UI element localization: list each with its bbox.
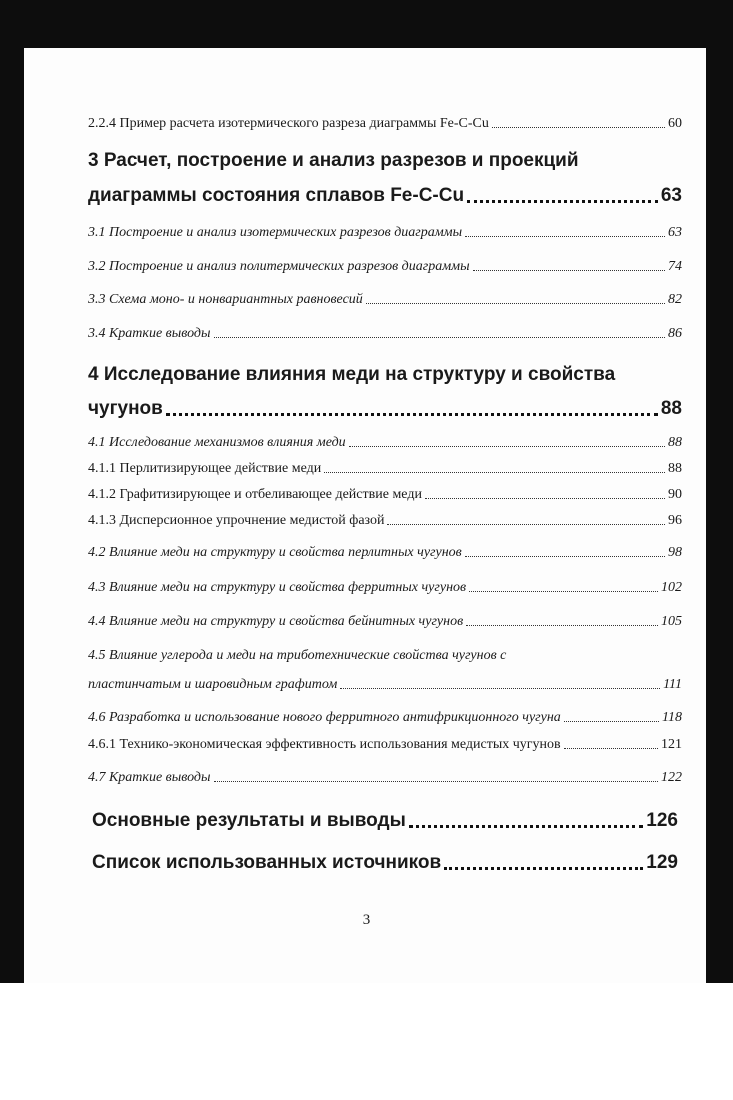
toc-entry-4-4	[88, 614, 682, 630]
toc-entry-page: 122	[661, 770, 682, 785]
toc-entry-page: 118	[662, 710, 682, 725]
toc-entry-page: 98	[668, 545, 682, 560]
toc-entry-page: 105	[661, 614, 682, 629]
page-number: 3	[362, 912, 371, 928]
leader-dots	[340, 688, 660, 689]
toc-entry-4-6	[88, 710, 682, 726]
toc-entry-3-4	[88, 326, 682, 342]
toc-entry-3-3	[88, 292, 682, 308]
toc-entry-title: пластинчатым и шаровидным графитом	[88, 677, 338, 692]
toc-entry-page: 60	[668, 116, 682, 131]
toc-entry-page: 126	[646, 810, 678, 831]
toc-entry-title: 4.2 Влияние меди на структуру и свойства перлитных чугунов	[88, 545, 462, 560]
scan-border-left	[0, 0, 24, 983]
toc-entry-2-2-4	[88, 116, 682, 132]
leader-dots	[492, 127, 665, 128]
toc-entry-page: 111	[663, 677, 682, 692]
toc-entry-page: 96	[668, 513, 682, 528]
leader-dots	[467, 200, 658, 203]
toc-entry-results	[92, 810, 678, 832]
toc-entry-4-1-2	[88, 487, 682, 503]
toc-entry-title: 3.4 Краткие выводы	[88, 326, 211, 341]
toc-entry-title: 4.3 Влияние меди на структуру и свойства ферритных чугунов	[88, 580, 467, 595]
toc-entry-3-2	[88, 259, 682, 275]
leader-dots	[366, 303, 665, 304]
toc-entry-page: 63	[660, 185, 682, 206]
toc-entry-title: 3.1 Построение и анализ изотермических разрезов диаграммы	[88, 225, 463, 240]
toc-entry-4-7	[88, 770, 682, 786]
toc-chapter-4	[88, 398, 682, 420]
leader-dots	[214, 337, 666, 338]
leader-dots	[166, 413, 658, 416]
toc-entry-4-1-1	[88, 461, 682, 477]
toc-entry-title: чугунов	[88, 398, 163, 419]
toc-entry-title: Список использованных источников	[92, 852, 442, 873]
leader-dots	[425, 498, 665, 499]
toc-entry-4-3	[88, 580, 682, 596]
toc-chapter-4-line1: 4 Исследование влияния меди на структуру и свойства	[88, 364, 616, 385]
leader-dots	[324, 472, 665, 473]
toc-chapter-3	[88, 185, 682, 207]
toc-entry-title: 4.1 Исследование механизмов влияния меди	[88, 435, 346, 450]
toc-entry-page: 102	[661, 580, 682, 595]
toc-entry-page: 88	[660, 398, 682, 419]
toc-entry-title: Основные результаты и выводы	[92, 810, 406, 831]
leader-dots	[387, 524, 665, 525]
toc-entry-4-2	[88, 545, 682, 561]
toc-entry-page: 82	[668, 292, 682, 307]
toc-entry-page: 88	[668, 461, 682, 476]
leader-dots	[465, 556, 665, 557]
scan-border-right	[706, 0, 733, 983]
leader-dots	[466, 625, 658, 626]
toc-entry-title: 4.1.3 Дисперсионное упрочнение медистой фазой	[88, 513, 385, 528]
leader-dots	[349, 446, 665, 447]
toc-entry-title: 3.2 Построение и анализ политермических разрезов диаграммы	[88, 259, 470, 274]
toc-entry-4-5	[88, 677, 682, 693]
toc-entry-title: 4.4 Влияние меди на структуру и свойства бейнитных чугунов	[88, 614, 464, 629]
toc-entry-title: 4.1.2 Графитизирующее и отбеливающее действие меди	[88, 487, 422, 502]
leader-dots	[465, 236, 665, 237]
leader-dots	[444, 867, 643, 870]
toc-entry-3-1	[88, 225, 682, 241]
toc-entry-references	[92, 852, 678, 874]
toc-entry-page: 63	[668, 225, 682, 240]
toc-entry-4-1	[88, 435, 682, 451]
toc-entry-4-5-line1: 4.5 Влияние углерода и меди на триботехнические свойства чугунов с	[88, 648, 507, 663]
toc-entry-page: 88	[668, 435, 682, 450]
toc-entry-page: 121	[661, 737, 682, 752]
toc-entry-title: 4.6.1 Технико-экономическая эффективность использования медистых чугунов	[88, 737, 561, 752]
toc-entry-title: 4.7 Краткие выводы	[88, 770, 211, 785]
toc-entry-title: 3.3 Схема моно- и нонвариантных равновесий	[88, 292, 363, 307]
leader-dots	[564, 721, 659, 722]
toc-entry-title: 2.2.4 Пример расчета изотермического разреза диаграммы Fe-C-Cu	[88, 116, 489, 131]
toc-entry-page: 86	[668, 326, 682, 341]
toc-chapter-3-line1: 3 Расчет, построение и анализ разрезов и проекций	[88, 150, 579, 171]
leader-dots	[473, 270, 665, 271]
toc-entry-page: 90	[668, 487, 682, 502]
leader-dots	[214, 781, 659, 782]
toc-entry-title: 4.6 Разработка и использование нового ферритного антифрикционного чугуна	[88, 710, 561, 725]
toc-entry-page: 129	[646, 852, 678, 873]
toc-entry-4-1-3	[88, 513, 682, 529]
leader-dots	[469, 591, 658, 592]
toc-entry-4-6-1	[88, 737, 682, 753]
toc-entry-title: 4.1.1 Перлитизирующее действие меди	[88, 461, 322, 476]
toc-entry-page: 74	[668, 259, 682, 274]
toc-entry-title: диаграммы состояния сплавов Fe-C-Cu	[88, 185, 465, 206]
scan-border-top	[0, 0, 733, 48]
leader-dots	[409, 825, 643, 828]
leader-dots	[564, 748, 658, 749]
